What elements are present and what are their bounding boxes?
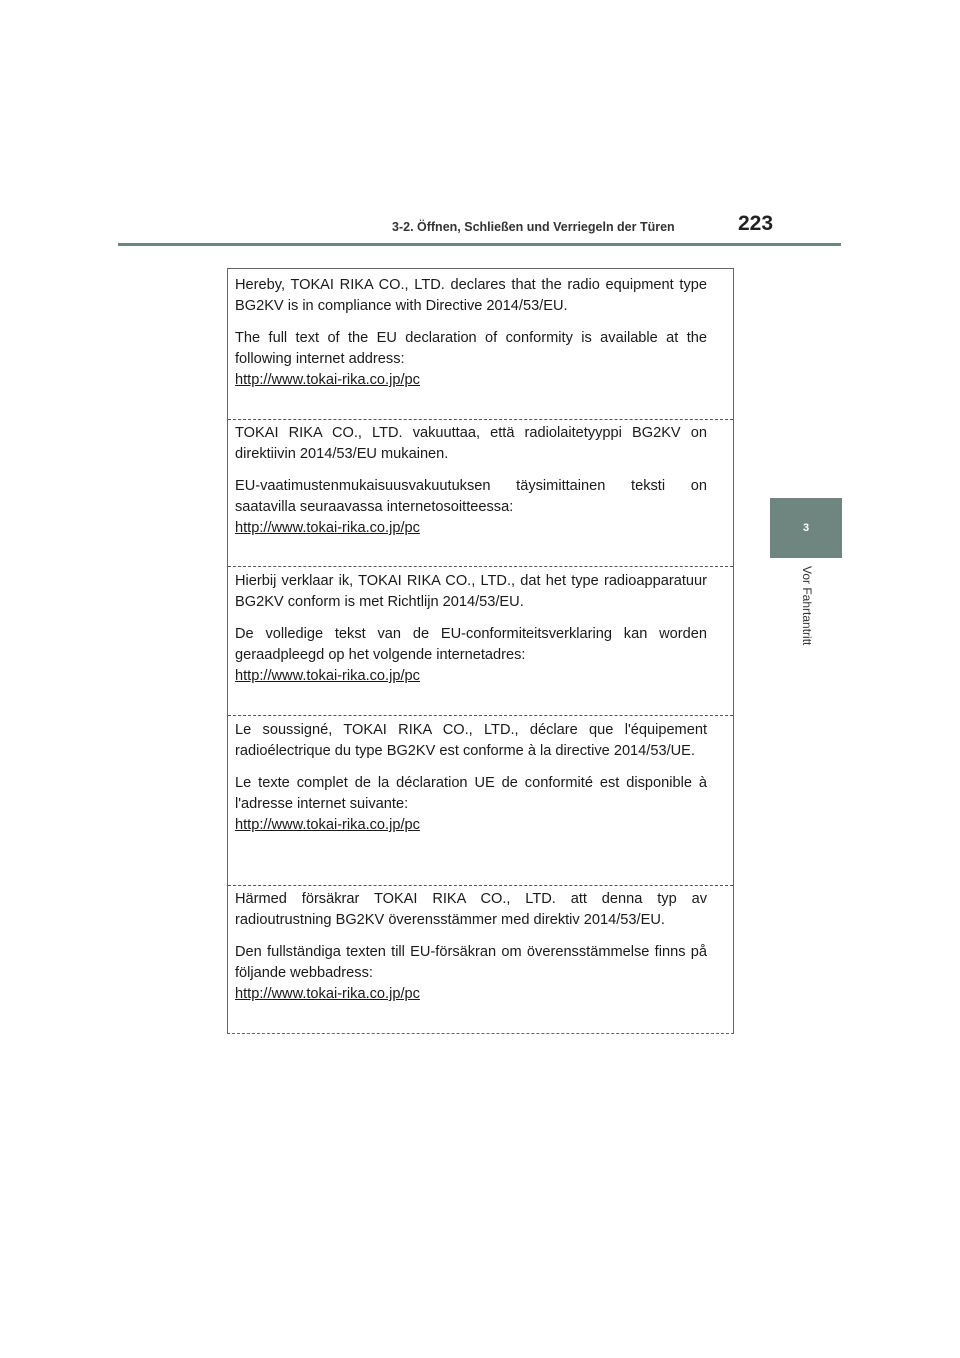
- page-number: 223: [738, 212, 774, 235]
- declarations-box: [227, 268, 734, 1034]
- declaration-url-link[interactable]: http://www.tokai-rika.co.jp/pc: [235, 986, 420, 1002]
- declaration-url-link[interactable]: http://www.tokai-rika.co.jp/pc: [235, 668, 420, 684]
- declaration-fulltext-note: [235, 476, 707, 539]
- declaration-finnish: [228, 423, 733, 567]
- declaration-fulltext-note: [235, 773, 707, 836]
- declaration-french: [228, 720, 733, 886]
- declaration-statement: Härmed försäkrar TOKAI RIKA CO., LTD. att denna typ av radioutrustning BG2KV överensstämmer med direktiv 2014/53/EU.: [235, 891, 707, 928]
- fulltext-note-text: De volledige tekst van de EU-conformiteitsverklaring kan worden geraadpleegd op het volgende internetadres:: [235, 626, 707, 663]
- chapter-number: 3: [802, 522, 810, 534]
- declaration-url-link[interactable]: http://www.tokai-rika.co.jp/pc: [235, 520, 420, 536]
- declaration-dutch: [228, 571, 733, 716]
- declaration-url-link[interactable]: http://www.tokai-rika.co.jp/pc: [235, 372, 420, 388]
- declaration-swedish: [228, 889, 733, 1029]
- section-title: 3-2. Öffnen, Schließen und Verriegeln der Türen: [392, 220, 675, 234]
- chapter-tab[interactable]: [770, 498, 842, 558]
- fulltext-note-text: The full text of the EU declaration of conformity is available at the following internet address:: [235, 330, 707, 367]
- fulltext-note-text: Den fullständiga texten till EU-försäkran om överensstämmelse finns på följande webbadress:: [235, 944, 707, 981]
- declaration-fulltext-note: [235, 942, 707, 1005]
- declaration-statement: Hereby, TOKAI RIKA CO., LTD. declares that the radio equipment type BG2KV is in compliance with Directive 2014/53/EU.: [235, 277, 707, 314]
- header-divider: [118, 243, 841, 246]
- declaration-statement: Hierbij verklaar ik, TOKAI RIKA CO., LTD., dat het type radioapparatuur BG2KV conform is met Richtlijn 2014/53/EU.: [235, 573, 707, 610]
- declaration-fulltext-note: [235, 328, 707, 391]
- chapter-label: Vor Fahrtantritt: [800, 566, 814, 646]
- declaration-statement: TOKAI RIKA CO., LTD. vakuuttaa, että radiolaitetyyppi BG2KV on direktiivin 2014/53/EU mukainen.: [235, 425, 707, 462]
- declaration-statement: Le soussigné, TOKAI RIKA CO., LTD., déclare que l'équipement radioélectrique du type BG2KV est conforme à la directive 2014/53/UE.: [235, 722, 707, 759]
- declaration-english: [228, 275, 733, 420]
- fulltext-note-text: Le texte complet de la déclaration UE de conformité est disponible à l'adresse internet suivante:: [235, 775, 707, 812]
- declaration-url-link[interactable]: http://www.tokai-rika.co.jp/pc: [235, 817, 420, 833]
- declaration-fulltext-note: [235, 624, 707, 687]
- fulltext-note-text: EU-vaatimustenmukaisuusvakuutuksen täysimittainen teksti on saatavilla seuraavassa internetosoitteessa:: [235, 478, 707, 515]
